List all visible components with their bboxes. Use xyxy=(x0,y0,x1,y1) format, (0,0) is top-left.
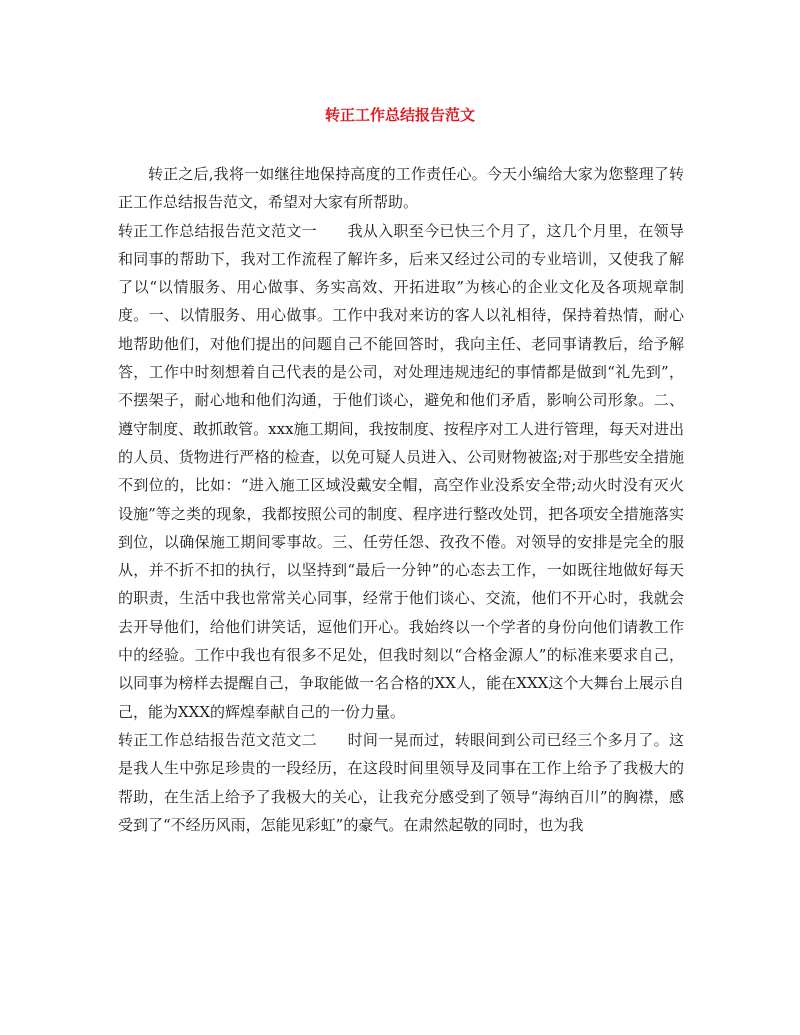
document-body xyxy=(118,160,684,839)
document-title: 转正工作总结报告范文 xyxy=(324,106,475,124)
intro-paragraph: 转正之后,我将一如继往地保持高度的工作责任心。今天小编给大家为您整理了转正工作总结报告范文，希望对大家有所帮助。 xyxy=(118,165,684,212)
sample-two-paragraph: 转正工作总结报告范文范文二 时间一晃而过，转眼间到公司已经三个多月了。这是我人生中弥足珍贵的一段经历，在这段时间里领导及同事在工作上给予了我极大的帮助，在生活上给予了我极大的关心，让我充分感受到了领导“海纳百川”的胸襟，感受到了“不经历风雨，怎能见彩虹”的豪气。在肃然起敬的同时，也为我 xyxy=(118,730,684,834)
sample-one-paragraph: 转正工作总结报告范文范文一 我从入职至今已快三个月了，这几个月里，在领导和同事的帮助下，我对工作流程了解许多，后来又经过公司的专业培训，又使我了解了以“以情服务、用心做事、务实高效、开拓进取”为核心的企业文化及各项规章制度。一、以情服务、用心做事。工作中我对来访的客人以礼相待，保持着热情，耐心地帮助他们，对他们提出的问题自己不能回答时，我向主任、老同事请教后，给予解答，工作中时刻想着自己代表的是公司，对处理违规违纪的事情都是做到“礼先到”，不摆架子，耐心地和他们沟通，于他们谈心，避免和他们矛盾，影响公司形象。二、遵守制度、敢抓敢管。xxx施工期间，我按制度、按程序对工人进行管理，每天对进出的人员、货物进行严格的检查，以免可疑人员进入、公司财物被盗;对于那些安全措施不到位的，比如：“进入施工区域没戴安全帽，高空作业没系安全带;动火时没有灭火设施”等之类的现象，我都按照公司的制度、程序进行整改处罚，把各项安全措施落实到位，以确保施工期间零事故。三、任劳任怨、孜孜不倦。对领导的安排是完全的服从，并不折不扣的执行，以坚持到“最后一分钟”的心态去工作，一如既往地做好每天的职责，生活中我也常常关心同事，经常于他们谈心、交流，他们不开心时，我就会去开导他们，给他们讲笑话，逗他们开心。我始终以一个学者的身份向他们请教工作中的经验。工作中我也有很多不足处，但我时刻以“合格金源人”的标准来要求自己，以同事为榜样去提醒自己，争取能做一名合格的XX人，能在XXX这个大舞台上展示自己，能为XXX的辉煌奉献自己的一份力量。 xyxy=(118,221,684,721)
